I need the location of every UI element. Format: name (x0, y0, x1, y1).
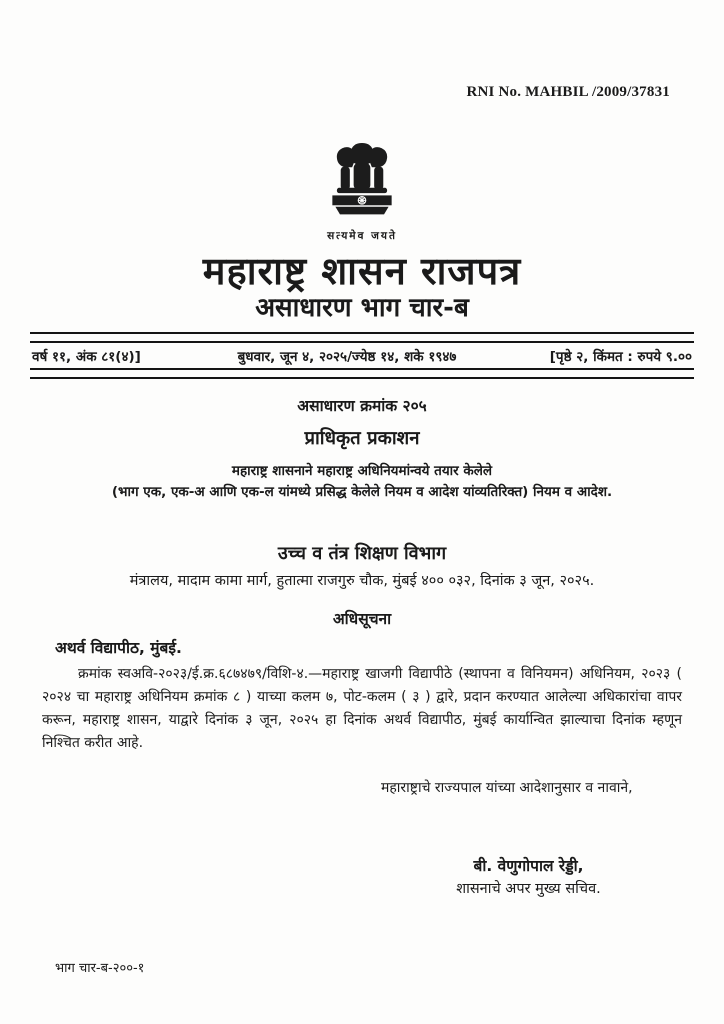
masthead-date-row (30, 343, 694, 368)
top-double-rule (30, 332, 694, 343)
gazette-title: महाराष्ट्र शासन राजपत्र (202, 248, 522, 293)
publication-desc-line2: (भाग एक, एक-अ आणि एक-ल यांमध्ये प्रसिद्ध केलेले नियम व आदेश यांव्यतिरिक्त) नियम व आदेश. (111, 483, 613, 500)
notification-subject: अथर्व विद्यापीठ, मुंबई. (55, 638, 182, 657)
gazette-subtitle: असाधारण भाग चार-ब (255, 293, 469, 324)
extraordinary-number: असाधारण क्रमांक २०५ (297, 396, 427, 415)
volume-issue: वर्ष ११, अंक ८१(४)] (32, 348, 141, 365)
publication-desc-line1: महाराष्ट्र शासनाने महाराष्ट्र अधिनियमांन्वये तयार केलेले (231, 462, 493, 479)
signatory-name: बी. वेणुगोपाल रेड्डी, (473, 856, 584, 875)
masthead-bar (30, 332, 694, 379)
date-line: बुधवार, जून ४, २०२५/ज्येष्ठ १४, शके १९४७ (237, 348, 457, 365)
notification-heading: अधिसूचना (332, 609, 392, 628)
by-order-line: महाराष्ट्राचे राज्यपाल यांच्या आदेशानुसार व नावाने, (380, 779, 633, 796)
notification-body: क्रमांक स्वअवि-२०२३/ई.क्र.६८७४७९/विशि-४.—महाराष्ट्र खाजगी विद्यापीठे (स्थापना व विनियमन) अधिनियम, २०२३ ( २०२४ चा महाराष्ट्र अधिनियम क्रमांक ८ ) याच्या कलम ७, पोट-कलम ( ३ ) द्वारे, प्रदान करण्यात आलेल्या अधिकारांचा वापर करून, महाराष्ट्र शासन, याद्वारे दिनांक ३ जून, २०२५ हा दिनांक अथर्व विद्यापीठ, मुंबई कार्यान्वित झाल्याचा दिनांक म्हणून निश्चित करीत आहे. (42, 665, 682, 751)
footer-part-code: भाग चार-ब-२००-१ (55, 961, 145, 976)
department-name: उच्च व तंत्र शिक्षण विभाग (277, 542, 447, 564)
pages-price: [पृष्ठे २, किंमत : रुपये ९.०० (549, 348, 692, 365)
rni-number: RNI No. MAHBIL /2009/37831 (466, 84, 670, 100)
signatory-designation: शासनाचे अपर मुख्य सचिव. (456, 880, 601, 897)
bottom-double-rule (30, 368, 694, 379)
authorised-publication: प्राधिकृत प्रकाशन (304, 427, 420, 449)
emblem-motto: सत्यमेव जयते (327, 230, 397, 242)
department-address: मंत्रालय, मादाम कामा मार्ग, हुतात्मा राजगुरु चौक, मुंबई ४०० ०३२, दिनांक ३ जून, २०२५. (129, 572, 595, 589)
ashoka-emblem-icon (0, 141, 724, 227)
